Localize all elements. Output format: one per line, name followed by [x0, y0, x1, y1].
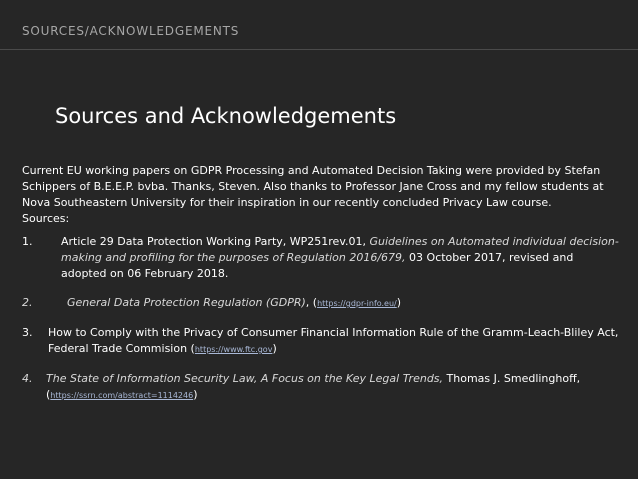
- reference-1: [22, 234, 622, 282]
- slide-content: [22, 163, 622, 417]
- reference-link[interactable]: https://gdpr-info.eu/: [317, 299, 397, 308]
- reference-number: 4.: [22, 372, 33, 385]
- reference-2: [22, 295, 622, 312]
- reference-3: [22, 325, 622, 358]
- reference-italic-title: The State of Information Security Law, A Focus on the Key Legal Trends,: [46, 372, 444, 385]
- reference-close: ): [396, 296, 402, 309]
- intro-paragraph: Current EU working papers on GDPR Processing and Automated Decision Taking were provided by Stefan Schippers of B.E.E.P. bvba. Thanks, Steven. Also thanks to Professor Jane Cross and my fellow students at Nova Southeastern University for their inspiration in our recently concluded Privacy Law course.: [22, 164, 604, 209]
- reference-text: [61, 234, 622, 282]
- reference-italic-title: General Data Protection Regulation (GDPR): [67, 296, 306, 309]
- reference-text: [46, 371, 622, 404]
- reference-open: (: [46, 388, 51, 401]
- reference-text: [48, 325, 622, 358]
- reference-lead: How to Comply with the Privacy of Consumer Financial Information Rule of the Gramm-Leach-Bliley Act, Federal Trade Commision (: [48, 326, 619, 355]
- reference-4: [22, 371, 622, 404]
- reference-link[interactable]: https://ssrn.com/abstract=1114246: [50, 391, 194, 400]
- reference-tail: 03 October 2017, revised and adopted on 06 February 2018.: [61, 251, 574, 280]
- header-divider: [0, 49, 638, 50]
- reference-number: 3.: [22, 326, 33, 339]
- reference-close: ): [272, 342, 277, 355]
- sources-label: Sources:: [22, 212, 70, 225]
- reference-comma: , (: [305, 296, 318, 309]
- reference-link[interactable]: https://www.ftc.gov: [194, 345, 273, 354]
- reference-tail: Thomas J. Smedlinghoff,: [443, 372, 581, 385]
- slide-title: Sources and Acknowledgements: [55, 104, 397, 128]
- section-label: SOURCES/ACKNOWLEDGEMENTS: [22, 24, 240, 38]
- reference-number: 1.: [22, 235, 33, 248]
- reference-lead: Article 29 Data Protection Working Party, WP251rev.01,: [61, 235, 370, 248]
- reference-number: 2.: [22, 296, 33, 309]
- reference-italic-title: Guidelines on Automated individual decision-making and profiling for the purposes of Regulation 2016/679,: [61, 235, 619, 264]
- reference-close: ): [193, 388, 198, 401]
- reference-text: [67, 295, 622, 312]
